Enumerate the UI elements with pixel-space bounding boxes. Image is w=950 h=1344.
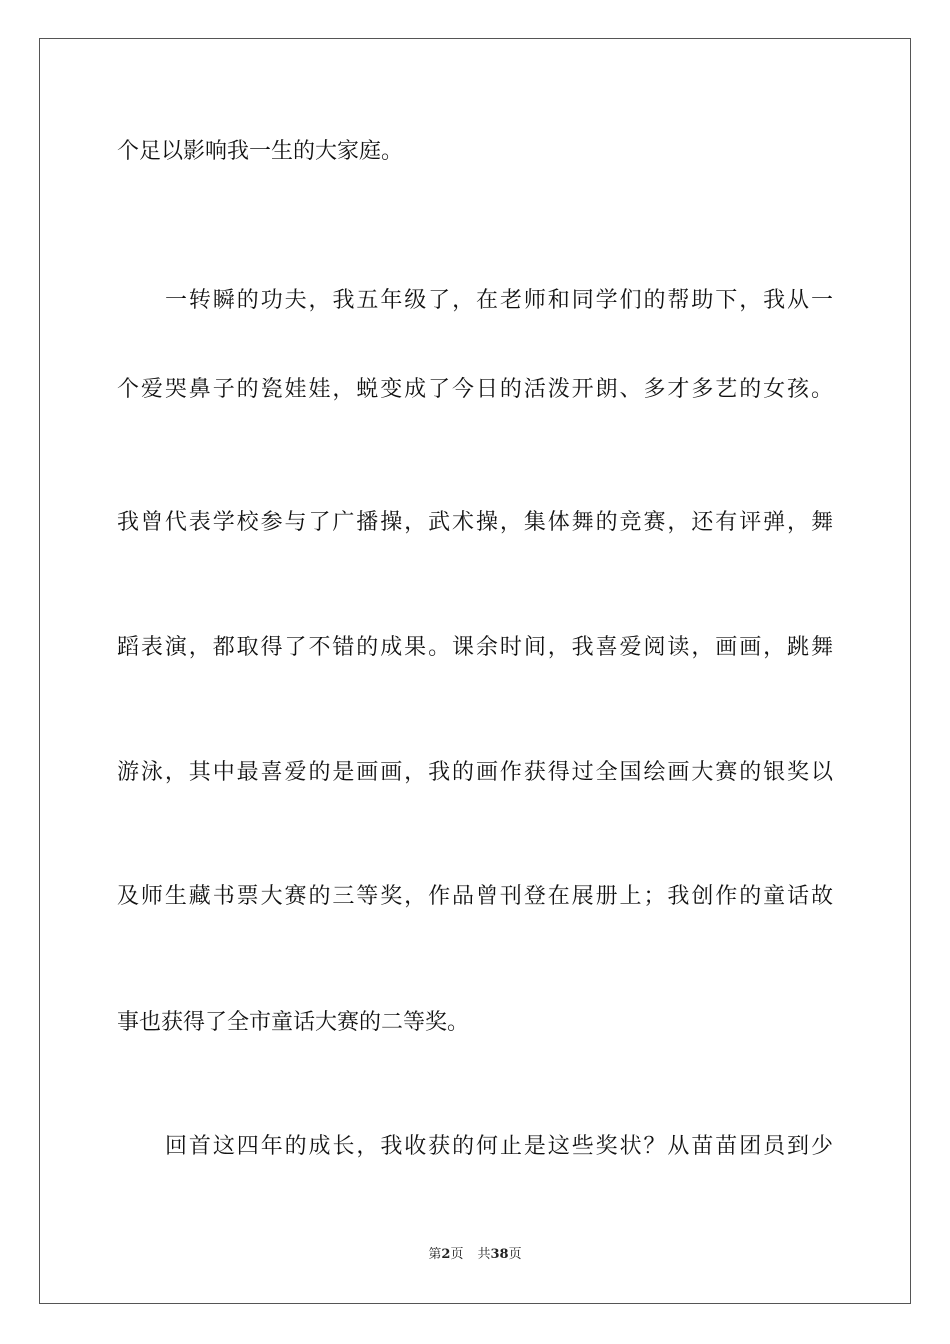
- text-line-4: 我曾代表学校参与了广播操，武术操，集体舞的竞赛，还有评弹，舞: [117, 510, 833, 535]
- footer-page-number: 2: [441, 1247, 451, 1262]
- footer-total-pages: 38: [490, 1247, 509, 1262]
- text-line-3: 个爱哭鼻子的瓷娃娃，蜕变成了今日的活泼开朗、多才多艺的女孩。: [117, 377, 833, 402]
- footer-total-suffix: 页: [508, 1247, 522, 1262]
- text-line-6: 游泳，其中最喜爱的是画画，我的画作获得过全国绘画大赛的银奖以: [117, 760, 833, 785]
- footer-total-prefix: 共: [477, 1247, 491, 1262]
- text-line-2: 一转瞬的功夫，我五年级了，在老师和同学们的帮助下，我从一: [165, 288, 833, 313]
- text-line-7: 及师生藏书票大赛的三等奖，作品曾刊登在展册上；我创作的童话故: [117, 884, 833, 909]
- footer-page-suffix: 页: [450, 1247, 464, 1262]
- page-frame: [39, 38, 911, 1304]
- text-line-1: 个足以影响我一生的大家庭。: [117, 139, 404, 164]
- text-line-9: 回首这四年的成长，我收获的何止是这些奖状？从苗苗团员到少: [165, 1134, 833, 1159]
- page-footer: [0, 1246, 950, 1264]
- text-line-5: 蹈表演，都取得了不错的成果。课余时间，我喜爱阅读，画画，跳舞: [117, 635, 833, 660]
- text-line-8: 事也获得了全市童话大赛的二等奖。: [117, 1010, 470, 1035]
- footer-page-prefix: 第: [428, 1247, 442, 1262]
